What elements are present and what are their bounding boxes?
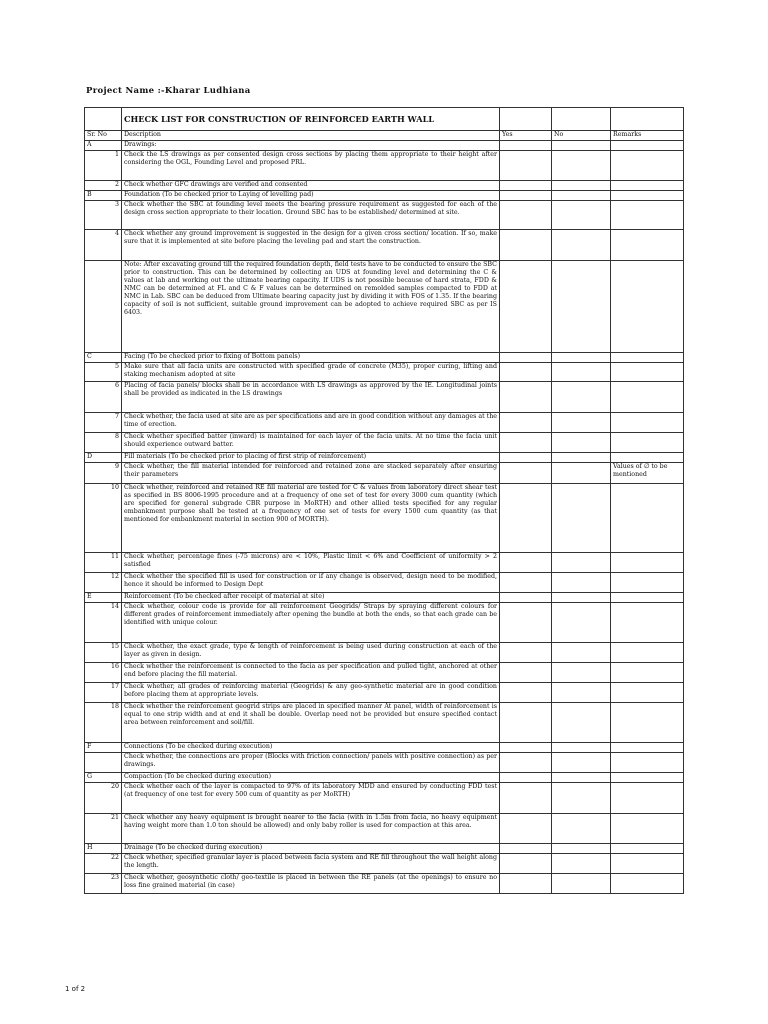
serial-number: 20 (85, 783, 122, 814)
checklist-row (85, 382, 684, 413)
yes-cell (500, 844, 552, 854)
checklist-row (85, 484, 684, 553)
checklist-row (85, 261, 684, 353)
section-heading: Drainage (To be checked during execution) (122, 844, 500, 854)
remarks-cell (611, 643, 684, 663)
no-cell (552, 484, 611, 553)
remarks-cell (611, 874, 684, 894)
yes-cell (500, 773, 552, 783)
serial-number: 14 (85, 603, 122, 643)
yes-cell (500, 363, 552, 382)
section-row (85, 453, 684, 463)
yes-cell (500, 463, 552, 484)
check-description: Check whether, the fill material intended for reinforced and retained zone are stacked separately after ensuring their parameters (122, 463, 500, 484)
serial-number: 17 (85, 683, 122, 703)
serial-number: 1 (85, 151, 122, 181)
yes-cell (500, 181, 552, 191)
remarks-cell (611, 261, 684, 353)
remarks-cell (611, 453, 684, 463)
yes-cell (500, 753, 552, 773)
title-row (85, 108, 684, 131)
serial-number: H (85, 844, 122, 854)
check-description: Note: After excavating ground till the required foundation depth, field tests have to be conducted to ensure the SBC prior to construction. This can be determined by collecting an UDS at founding level and determining the C & values at lab and working out the ultimate bearing capacity. If UDS is not possible because of hard strata, FDD & NMC can be determined at FL and C & F values can be determined on remolded samples compacted to FDD at NMC in Lab. SBC can be deduced from Ultimate bearing capacity just by dividing it with FOS of 1.35. If the bearing capacity of soil is not sufficient, suitable ground improvement can be adopted to achieve required SBC as per IS 6403. (122, 261, 500, 353)
check-description: Check whether, the connections are proper (Blocks with friction connection/ panels with positive connection) as per drawings. (122, 753, 500, 773)
serial-number: F (85, 743, 122, 753)
checklist-row (85, 573, 684, 593)
yes-cell (500, 353, 552, 363)
remarks-cell (611, 683, 684, 703)
section-row (85, 353, 684, 363)
section-row (85, 141, 684, 151)
yes-cell (500, 382, 552, 413)
no-cell (552, 643, 611, 663)
check-description: Check whether, colour code is provide for all reinforcement Geogrids/ Straps by spraying different colours for different grades of reinforcement immediately after opening the bundle at both the ends, so that each grade can be identified with unique colour. (122, 603, 500, 643)
remarks-cell (611, 382, 684, 413)
header-remarks: Remarks (611, 131, 684, 141)
remarks-cell (611, 783, 684, 814)
serial-number: 5 (85, 363, 122, 382)
remarks-cell (611, 181, 684, 191)
section-row (85, 191, 684, 201)
checklist-row (85, 854, 684, 874)
remarks-cell (611, 141, 684, 151)
remarks-cell (611, 753, 684, 773)
remarks-cell (611, 573, 684, 593)
page-number: 1 of 2 (65, 985, 86, 993)
serial-number: 6 (85, 382, 122, 413)
no-cell (552, 191, 611, 201)
yes-cell (500, 201, 552, 230)
no-cell (552, 230, 611, 261)
section-heading: Reinforcement (To be checked after receipt of material at site) (122, 593, 500, 603)
no-cell (552, 363, 611, 382)
section-heading: Compaction (To be checked during execution) (122, 773, 500, 783)
serial-number: 23 (85, 874, 122, 894)
no-cell (552, 553, 611, 573)
yes-cell (500, 151, 552, 181)
serial-number: 8 (85, 433, 122, 453)
yes-cell (500, 453, 552, 463)
serial-number: G (85, 773, 122, 783)
checklist-row (85, 874, 684, 894)
checklist-row (85, 663, 684, 683)
remarks-cell (611, 433, 684, 453)
checklist-row (85, 181, 684, 191)
remarks-cell (611, 773, 684, 783)
serial-number: 15 (85, 643, 122, 663)
section-heading: Facing (To be checked prior to fixing of Bottom panels) (122, 353, 500, 363)
no-cell (552, 773, 611, 783)
no-cell (552, 453, 611, 463)
serial-number: 12 (85, 573, 122, 593)
header-sr: Sr. No (85, 131, 122, 141)
check-description: Check whether the reinforcement is connected to the facia as per specification and pulled tight, anchored at other end before placing the fill material. (122, 663, 500, 683)
yes-cell (500, 141, 552, 151)
checklist-row (85, 753, 684, 773)
no-cell (552, 261, 611, 353)
serial-number (85, 261, 122, 353)
check-description: Check whether, specified granular layer is placed between facia system and RE fill throughout the wall height along the length. (122, 854, 500, 874)
check-description: Check whether, geosynthetic cloth/ geo-textile is placed in between the RE panels (at the openings) to ensure no loss fine grained material (in case) (122, 874, 500, 894)
checklist-title: CHECK LIST FOR CONSTRUCTION OF REINFORCED EARTH WALL (122, 108, 500, 131)
section-row (85, 743, 684, 753)
remarks-cell: Values of ∅ to be mentioned (611, 463, 684, 484)
checklist-row (85, 553, 684, 573)
section-heading: Connections (To be checked during execution) (122, 743, 500, 753)
no-cell (552, 854, 611, 874)
checklist-row (85, 643, 684, 663)
no-cell (552, 743, 611, 753)
serial-number: 7 (85, 413, 122, 433)
checklist-row (85, 413, 684, 433)
serial-number: 3 (85, 201, 122, 230)
no-cell (552, 814, 611, 844)
checklist-row (85, 201, 684, 230)
yes-cell (500, 854, 552, 874)
remarks-cell (611, 593, 684, 603)
checklist-row (85, 603, 684, 643)
serial-number: 9 (85, 463, 122, 484)
serial-number: 16 (85, 663, 122, 683)
yes-cell (500, 484, 552, 553)
serial-number: 4 (85, 230, 122, 261)
header-yes: Yes (500, 131, 552, 141)
no-cell (552, 603, 611, 643)
section-heading: Fill materials (To be checked prior to placing of first strip of reinforcement) (122, 453, 500, 463)
remarks-cell (611, 413, 684, 433)
project-name: Project Name :-Kharar Ludhiana (86, 86, 251, 96)
checklist-row (85, 433, 684, 453)
section-heading: Foundation (To be checked prior to Laying of levelling pad) (122, 191, 500, 201)
yes-cell (500, 413, 552, 433)
serial-number: E (85, 593, 122, 603)
yes-cell (500, 191, 552, 201)
no-cell (552, 703, 611, 743)
remarks-cell (611, 603, 684, 643)
no-cell (552, 844, 611, 854)
checklist-row (85, 151, 684, 181)
remarks-cell (611, 230, 684, 261)
check-description: Placing of facia panels/ blocks shall be in accordance with LS drawings as approved by the IE. Longitudinal joints shall be provided as indicated in the LS drawings (122, 382, 500, 413)
yes-cell (500, 433, 552, 453)
title-blank-cell (85, 108, 122, 131)
checklist-row (85, 683, 684, 703)
remarks-cell (611, 814, 684, 844)
serial-number: 2 (85, 181, 122, 191)
yes-cell (500, 743, 552, 753)
serial-number (85, 753, 122, 773)
checklist-row (85, 230, 684, 261)
serial-number: 18 (85, 703, 122, 743)
check-description: Check whether, all grades of reinforcing material (Geogrids) & any geo-synthetic material are in good condition before placing them at appropriate levels. (122, 683, 500, 703)
serial-number: 10 (85, 484, 122, 553)
remarks-cell (611, 844, 684, 854)
section-row (85, 593, 684, 603)
header-no: No (552, 131, 611, 141)
yes-cell (500, 643, 552, 663)
remarks-cell (611, 553, 684, 573)
checklist-row (85, 814, 684, 844)
section-heading: Drawings: (122, 141, 500, 151)
yes-cell (500, 573, 552, 593)
yes-cell (500, 230, 552, 261)
serial-number: 22 (85, 854, 122, 874)
yes-cell (500, 593, 552, 603)
check-description: Check whether specified batter (inward) is maintained for each layer of the facia units. At no time the facia unit should experience outward batter. (122, 433, 500, 453)
no-cell (552, 753, 611, 773)
no-cell (552, 181, 611, 191)
section-row (85, 773, 684, 783)
remarks-cell (611, 151, 684, 181)
check-description: Check whether any ground improvement is suggested in the design for a given cross section/ location. If so, make sure that it is implemented at site before placing the leveling pad and start the construction. (122, 230, 500, 261)
no-cell (552, 874, 611, 894)
check-description: Check whether each of the layer is compacted to 97% of its laboratory MDD and ensured by conducting FDD test (at frequency of one test for every 500 cum of quantity as per MoRTH) (122, 783, 500, 814)
header-row (85, 131, 684, 141)
yes-cell (500, 683, 552, 703)
serial-number: C (85, 353, 122, 363)
no-cell (552, 141, 611, 151)
remarks-cell (611, 703, 684, 743)
checklist-row (85, 363, 684, 382)
no-cell (552, 353, 611, 363)
no-cell (552, 573, 611, 593)
check-description: Check whether the specified fill is used for construction or if any change is observed, design need to be modified, hence it should be informed to Design Dept (122, 573, 500, 593)
no-cell (552, 783, 611, 814)
remarks-cell (611, 353, 684, 363)
yes-cell (500, 553, 552, 573)
no-cell (552, 663, 611, 683)
yes-cell (500, 814, 552, 844)
remarks-cell (611, 191, 684, 201)
check-description: Check whether, the facia used at site are as per specifications and are in good condition without any damages at the time of erection. (122, 413, 500, 433)
checklist-row (85, 703, 684, 743)
no-cell (552, 463, 611, 484)
serial-number: B (85, 191, 122, 201)
remarks-cell (611, 201, 684, 230)
check-description: Check the LS drawings as per consented design cross sections by placing them appropriate to their height after considering the OGL, Founding Level and proposed PRL. (122, 151, 500, 181)
section-row (85, 844, 684, 854)
no-cell (552, 201, 611, 230)
check-description: Check whether the SBC at founding level meets the bearing pressure requirement as suggested for each of the design cross section appropriate to their location. Ground SBC has to be established/ determined at site. (122, 201, 500, 230)
remarks-cell (611, 484, 684, 553)
check-description: Check whether, percentage fines (-75 microns) are < 10%, Plastic limit < 6% and Coefficient of uniformity > 2 satisfied (122, 553, 500, 573)
no-cell (552, 382, 611, 413)
checklist-row (85, 783, 684, 814)
no-cell (552, 151, 611, 181)
check-description: Check whether any heavy equipment is brought nearer to the facia (with in 1.5m from facia, no heavy equipment having weight more than 1.0 ton should be allowed) and only baby roller is used for compaction at this area. (122, 814, 500, 844)
check-description: Check whether, reinforced and retained RE fill material are tested for C & values from laboratory direct shear test as specified in BS 8006-1995 procedure and at a frequency of one set of test for every 3000 cum quantity (which are specified for general subgrade CBR purpose in MoRTH) and other allied tests specified for any regular embankment purpose shall be tested at a frequency of one set of tests for every 1500 cum quantity (as that mentioned for embankment material in section 900 of MORTH). (122, 484, 500, 553)
yes-cell (500, 603, 552, 643)
header-description: Description (122, 131, 500, 141)
check-description: Check whether GFC drawings are verified and consented (122, 181, 500, 191)
no-cell (552, 413, 611, 433)
no-cell (552, 593, 611, 603)
serial-number: A (85, 141, 122, 151)
check-description: Make sure that all facia units are constructed with specified grade of concrete (M35), proper curing, lifting and staking mechanism adopted at site (122, 363, 500, 382)
checklist-table (84, 107, 684, 894)
check-description: Check whether, the exact grade, type & length of reinforcement is being used during construction at each of the layer as given in design. (122, 643, 500, 663)
check-description: Check whether the reinforcement geogrid strips are placed in specified manner At panel, width of reinforcement is equal to one strip width and at end it shall be double. Overlap need not be provided but ensure specified contact area between reinforcement and soil/fill. (122, 703, 500, 743)
yes-cell (500, 783, 552, 814)
serial-number: D (85, 453, 122, 463)
serial-number: 11 (85, 553, 122, 573)
remarks-cell (611, 854, 684, 874)
remarks-cell (611, 363, 684, 382)
remarks-cell (611, 663, 684, 683)
yes-cell (500, 874, 552, 894)
no-cell (552, 433, 611, 453)
yes-cell (500, 261, 552, 353)
checklist-row (85, 463, 684, 484)
no-cell (552, 683, 611, 703)
yes-cell (500, 703, 552, 743)
remarks-cell (611, 743, 684, 753)
yes-cell (500, 663, 552, 683)
serial-number: 21 (85, 814, 122, 844)
